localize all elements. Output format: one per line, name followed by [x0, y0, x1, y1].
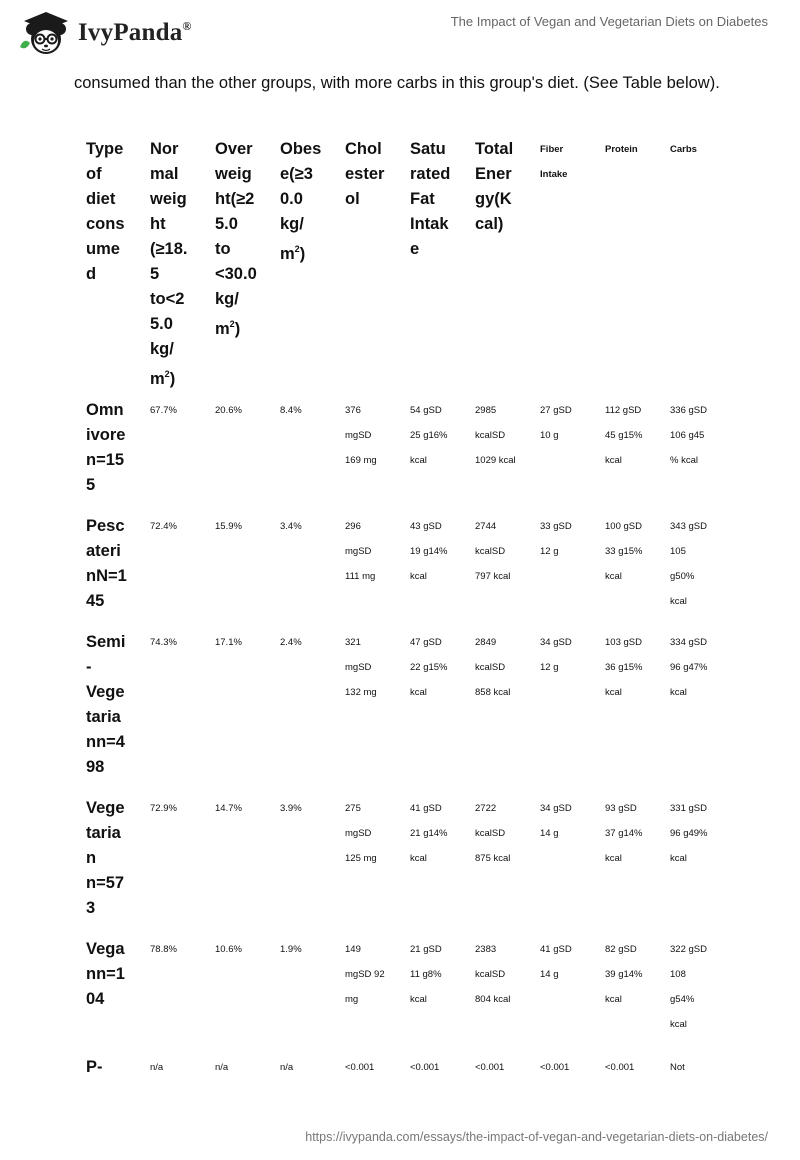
table-cell: 33 gSD 12 g: [540, 521, 572, 557]
ivypanda-logo[interactable]: [16, 9, 192, 57]
table-header-cell: Total Ener gy(K cal): [475, 140, 514, 233]
table-cell: 10.6%: [215, 944, 242, 955]
table-cell: 2.4%: [280, 637, 302, 648]
logo-wordmark: [78, 19, 192, 47]
table-cell: 34 gSD 14 g: [540, 803, 572, 839]
table-cell: 54 gSD 25 g16% kcal: [410, 405, 448, 466]
table-header-cell: Type of diet cons ume d: [86, 140, 125, 283]
table-cell: 93 gSD 37 g14% kcal: [605, 803, 643, 864]
table-cell: 322 gSD 108 g54% kcal: [670, 944, 707, 1030]
table-cell: n/a: [215, 1062, 229, 1073]
table-header-cell: Obes e(≥3 0.0 kg/ $m^2$): [280, 140, 322, 263]
row-label: Semi - Vege taria nn=4 98: [86, 633, 126, 776]
table-cell: 112 gSD 45 g15% kcal: [605, 405, 643, 466]
table-cell: 72.9%: [150, 803, 177, 814]
table-cell: 296 mgSD 111 mg: [345, 521, 376, 582]
row-label: P-: [86, 1058, 103, 1076]
table-cell: 41 gSD 14 g: [540, 944, 572, 980]
table-cell: 100 gSD 33 g15% kcal: [605, 521, 643, 582]
table-cell: 74.3%: [150, 637, 177, 648]
table-cell: n/a: [150, 1062, 164, 1073]
table-cell: 321 mgSD 132 mg: [345, 637, 377, 698]
table-cell: 149 mgSD 92 mg: [345, 944, 385, 1005]
table-cell: 336 gSD 106 g45 % kcal: [670, 405, 707, 466]
logo-name: IvyPanda: [78, 19, 183, 46]
table-cell: 41 gSD 21 g14% kcal: [410, 803, 448, 864]
table-cell: 3.9%: [280, 803, 302, 814]
table-cell: 27 gSD 10 g: [540, 405, 572, 441]
table-cell: 2383 kcalSD 804 kcal: [475, 944, 511, 1005]
table-cell: 275 mgSD 125 mg: [345, 803, 377, 864]
table-cell: <0.001: [475, 1062, 505, 1073]
table-cell: 2849 kcalSD 858 kcal: [475, 637, 511, 698]
table-cell: 2722 kcalSD 875 kcal: [475, 803, 511, 864]
table-header-cell: Over weig ht(≥2 5.0 to <30.0 kg/ $m^2$): [215, 140, 257, 338]
table-header-cell: Carbs: [670, 144, 697, 155]
table-cell: 334 gSD 96 g47% kcal: [670, 637, 708, 698]
table-cell: 343 gSD 105 g50% kcal: [670, 521, 707, 607]
table-cell: 3.4%: [280, 521, 302, 532]
table-cell: 331 gSD 96 g49% kcal: [670, 803, 708, 864]
table-cell: 17.1%: [215, 637, 242, 648]
table-cell: 20.6%: [215, 405, 242, 416]
panda-logo-icon: [16, 9, 74, 57]
table-cell: <0.001: [605, 1062, 635, 1073]
table-header-cell: Chol ester ol: [345, 140, 385, 208]
row-label: Pesc ateri nN=1 45: [86, 517, 127, 610]
table-cell: <0.001: [540, 1062, 570, 1073]
table-cell: 78.8%: [150, 944, 177, 955]
table-cell: n/a: [280, 1062, 294, 1073]
table-cell: 47 gSD 22 g15% kcal: [410, 637, 448, 698]
table-cell: 2744 kcalSD 797 kcal: [475, 521, 511, 582]
table-cell: 15.9%: [215, 521, 242, 532]
row-label: Vega nn=1 04: [86, 940, 125, 1008]
table-cell: <0.001: [410, 1062, 440, 1073]
table-cell: 1.9%: [280, 944, 302, 955]
table-cell: 103 gSD 36 g15% kcal: [605, 637, 643, 698]
table-cell: <0.001: [345, 1062, 375, 1073]
table-cell: 34 gSD 12 g: [540, 637, 572, 673]
document-title: The Impact of Vegan and Vegetarian Diets on Diabetes: [450, 14, 768, 29]
row-label: Vege taria n n=57 3: [86, 799, 125, 917]
source-url[interactable]: https://ivypanda.com/essays/the-impact-of-vegan-and-vegetarian-diets-on-diabetes/: [305, 1130, 768, 1144]
table-header-cell: Fiber Intake: [540, 144, 568, 180]
table-cell: 376 mgSD 169 mg: [345, 405, 377, 466]
registered-mark: ®: [182, 19, 192, 33]
table-cell: 8.4%: [280, 405, 302, 416]
table-cell: 43 gSD 19 g14% kcal: [410, 521, 448, 582]
intro-paragraph: consumed than the other groups, with more carbs in this group's diet. (See Table below).: [74, 74, 720, 92]
table-cell: Not: [670, 1062, 685, 1073]
table-cell: 21 gSD 11 g8% kcal: [410, 944, 442, 1005]
table-header-cell: Protein: [605, 144, 638, 155]
table-header-cell: Nor mal weig ht (≥18. 5 to<2 5.0 kg/ $m^2$): [150, 140, 188, 388]
table-cell: 2985 kcalSD 1029 kcal: [475, 405, 516, 466]
row-label: Omn ivore n=15 5: [86, 401, 126, 494]
table-header-cell: Satu rated Fat Intak e: [410, 140, 451, 258]
table-cell: 72.4%: [150, 521, 177, 532]
page-header: [0, 0, 800, 60]
table-cell: 67.7%: [150, 405, 177, 416]
table-cell: 82 gSD 39 g14% kcal: [605, 944, 643, 1005]
table-cell: 14.7%: [215, 803, 242, 814]
